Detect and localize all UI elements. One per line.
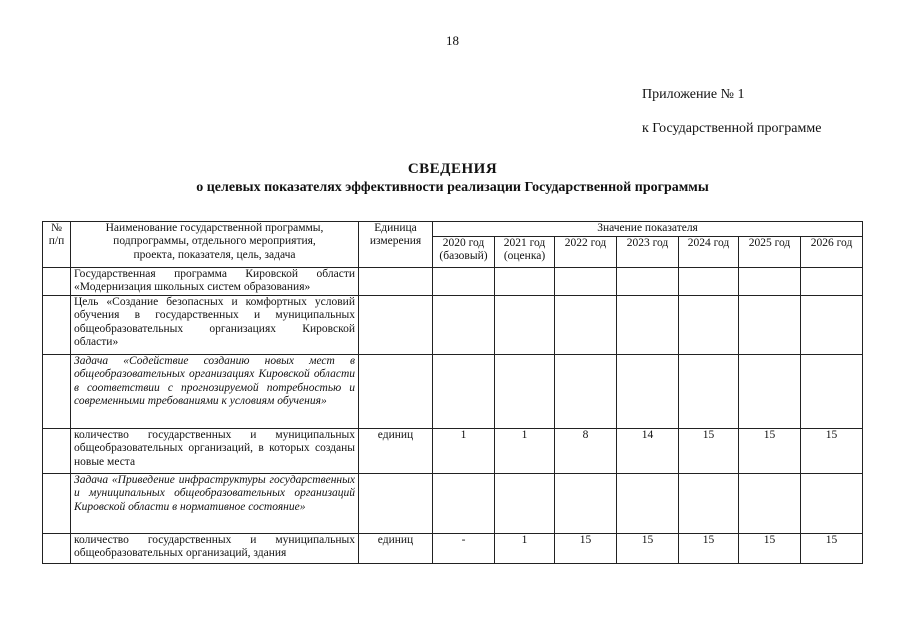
header-year: 2026 год <box>801 237 863 268</box>
header-name: Наименование государственной программы, подпрограммы, отдельного мероприятия, проекта, показателя, цель, задача <box>71 222 359 268</box>
indicator-unit: единиц <box>359 429 433 474</box>
document-subtitle: о целевых показателях эффективности реализации Государственной программы <box>196 180 709 195</box>
indicator-value: 1 <box>495 534 555 564</box>
task-text: Задача «Приведение инфраструктуры государственных и муниципальных общеобразовательных организаций Кировской области в нормативное состояние» <box>71 474 359 534</box>
table-row <box>43 296 863 355</box>
page-number: 18 <box>446 33 459 48</box>
program-name: Государственная программа Кировской области «Модернизация школьных систем образования» <box>71 268 359 296</box>
task-text: Задача «Содействие созданию новых мест в общеобразовательных организациях Кировской области в соответствии с прогнозируемой потребностью и современными требованиями к условиям обучения» <box>71 355 359 429</box>
appendix-reference: к Государственной программе <box>642 121 822 136</box>
indicator-value: 15 <box>801 429 863 474</box>
table-row <box>43 474 863 534</box>
indicator-value: 15 <box>679 429 739 474</box>
row-number <box>43 268 71 296</box>
row-number <box>43 296 71 355</box>
header-year: 2021 год (оценка) <box>495 237 555 268</box>
table-row <box>43 534 863 564</box>
table-row <box>43 355 863 429</box>
row-unit <box>359 296 433 355</box>
table-row <box>43 429 863 474</box>
indicator-value: 1 <box>495 429 555 474</box>
indicator-text: количество государственных и муниципальных общеобразовательных организаций, в которых созданы новые места <box>71 429 359 474</box>
indicator-value: 15 <box>739 534 801 564</box>
table-row <box>43 268 863 296</box>
header-year: 2023 год <box>617 237 679 268</box>
header-year: 2025 год <box>739 237 801 268</box>
row-unit <box>359 355 433 429</box>
header-row <box>43 222 863 237</box>
header-number: № п/п <box>43 222 71 268</box>
header-year: 2020 год (базовый) <box>433 237 495 268</box>
indicator-value: 15 <box>679 534 739 564</box>
header-value-group: Значение показателя <box>433 222 863 237</box>
indicator-unit: единиц <box>359 534 433 564</box>
indicator-value: 15 <box>617 534 679 564</box>
row-number <box>43 534 71 564</box>
indicator-value: 15 <box>555 534 617 564</box>
indicator-value: 8 <box>555 429 617 474</box>
row-unit <box>359 268 433 296</box>
row-unit <box>359 474 433 534</box>
indicator-value: 15 <box>739 429 801 474</box>
header-year: 2022 год <box>555 237 617 268</box>
indicator-value: 1 <box>433 429 495 474</box>
indicator-value: 15 <box>801 534 863 564</box>
document-title: СВЕДЕНИЯ <box>407 161 498 177</box>
row-number <box>43 474 71 534</box>
row-number <box>43 355 71 429</box>
goal-text: Цель «Создание безопасных и комфортных условий обучения в государственных и муниципальных общеобразовательных организациях Кировской области» <box>71 296 359 355</box>
indicators-table <box>42 221 863 564</box>
indicator-text: количество государственных и муниципальных общеобразовательных организаций, здания <box>71 534 359 564</box>
header-unit: Единица измерения <box>359 222 433 268</box>
indicator-value: - <box>433 534 495 564</box>
appendix-number: Приложение № 1 <box>642 87 745 102</box>
header-year: 2024 год <box>679 237 739 268</box>
indicator-value: 14 <box>617 429 679 474</box>
row-number <box>43 429 71 474</box>
